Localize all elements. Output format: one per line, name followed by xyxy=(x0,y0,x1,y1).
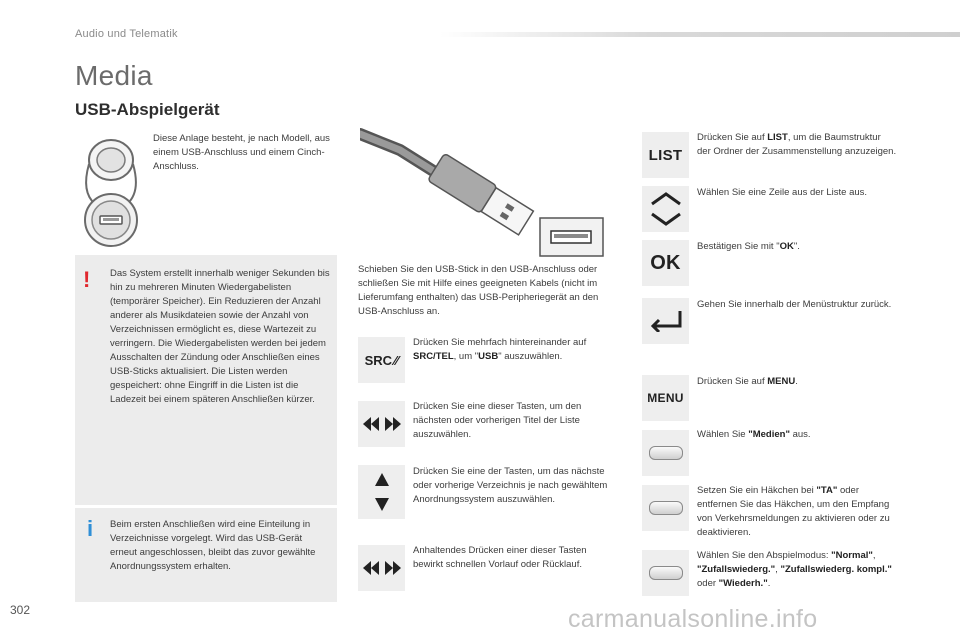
info-text: Beim ersten Anschließen wird eine Einteilung in Verzeichnisse vorgelegt. Wird das USB-Gerät erneut angeschlossen, bleibt das zuvor gewählte Anordnungssystem erhalten. xyxy=(110,519,316,572)
warning-text: Das System erstellt innerhalb weniger Sekunden bis hin zu mehreren Minuten Wiedergabelisten (temporärer Speicher). Ein Reduzieren der Anzahl anderer als Musikdateien sowie der Anzahl von Verzeichnissen ermöglicht es, diese Wartezeit zu verringern. Die Wiedergabelisten werden bei jedem Ausschalten der Zündung oder Anschließen eines USB-Sticks aktualisiert. Die Listen werden gespeichert: ohne Eingriff in die Listen ist die Ladezeit bei einem späteren Anschließen kürzer. xyxy=(110,268,330,405)
step-ok-text: Bestätigen Sie mit "OK". xyxy=(697,241,800,252)
step-list-text: Drücken Sie auf LIST, um die Baumstruktur der Ordner der Zusammenstellung anzuzeigen. xyxy=(697,132,897,157)
intro-text: Diese Anlage besteht, je nach Modell, aus einem USB-Anschluss und einem Cinch-Anschluss. xyxy=(153,133,330,172)
list-button-icon xyxy=(642,132,689,178)
track-skip-buttons-icon xyxy=(358,401,405,447)
menu-button-icon xyxy=(642,375,689,421)
page-title: Media xyxy=(75,60,153,91)
step-menu-text: Drücken Sie auf MENU. xyxy=(697,376,798,387)
step-back-text: Gehen Sie innerhalb der Menüstruktur zurück. xyxy=(697,299,892,310)
page-subtitle: USB-Abspielgerät xyxy=(75,100,220,119)
ok-button-icon xyxy=(642,240,689,286)
step-ta-text: Setzen Sie ein Häkchen bei "TA" oder entfernen Sie das Häkchen, um den Empfang von Verkehrsmeldungen zu aktivieren oder zu deaktivieren. xyxy=(697,485,890,538)
watermark-text: carmanualsonline.info xyxy=(568,605,818,633)
ok-icon-label: OK xyxy=(650,251,681,274)
page-number: 302 xyxy=(10,603,31,617)
step-media-text: Wählen Sie "Medien" aus. xyxy=(697,429,811,440)
media-menu-button-icon xyxy=(642,430,689,476)
list-icon-label: LIST xyxy=(648,146,683,164)
src-button-icon: SRC ⁄⁄ xyxy=(358,337,405,383)
info-icon: i xyxy=(87,516,94,541)
back-button-icon xyxy=(642,298,689,344)
ta-option-button-icon xyxy=(642,485,689,531)
header-bar xyxy=(440,32,960,37)
step-fast-seek-text: Anhaltendes Drücken einer dieser Tasten bewirkt schnellen Vorlauf oder Rücklauf. xyxy=(413,545,587,570)
warning-icon: ! xyxy=(83,267,91,292)
fast-forward-rewind-buttons-icon xyxy=(358,545,405,591)
section-header: Audio und Telematik xyxy=(75,28,178,40)
warning-box xyxy=(75,255,337,505)
usb-instruction-text: Schieben Sie den USB-Stick in den USB-Anschluss oder schließen Sie mit Hilfe eines geeigneten Kabels (nicht im Lieferumfang enthalten) das USB-Peripheriegerät an den USB-Anschluss an. xyxy=(358,264,599,317)
menu-icon-label: MENU xyxy=(647,391,684,405)
usb-port-illustration-icon xyxy=(75,132,147,250)
step-src-text: Drücken Sie mehrfach hintereinander auf SRC/TEL, um "USB" auszuwählen. xyxy=(413,337,587,362)
play-mode-button-icon xyxy=(642,550,689,596)
step-track-skip-text: Drücken Sie eine dieser Tasten, um den nächsten oder vorherigen Titel der Liste auszuwählen. xyxy=(413,401,582,440)
info-box xyxy=(75,508,337,602)
usb-stick-illustration-icon xyxy=(360,128,610,258)
step-folder-text: Drücken Sie eine der Tasten, um das nächste oder vorherige Verzeichnis je nach gewähltem Anordnungssystem auszuwählen. xyxy=(413,466,608,505)
step-play-mode-text: Wählen Sie den Abspielmodus: "Normal", "Zufallswiederg.", "Zufallswiederg. kompl." oder "Wiederh.". xyxy=(697,550,892,589)
folder-up-down-buttons-icon xyxy=(358,465,405,519)
up-down-chevron-buttons-icon xyxy=(642,186,689,232)
src-icon-label: SRC xyxy=(364,352,393,368)
step-select-line-text: Wählen Sie eine Zeile aus der Liste aus. xyxy=(697,187,868,198)
